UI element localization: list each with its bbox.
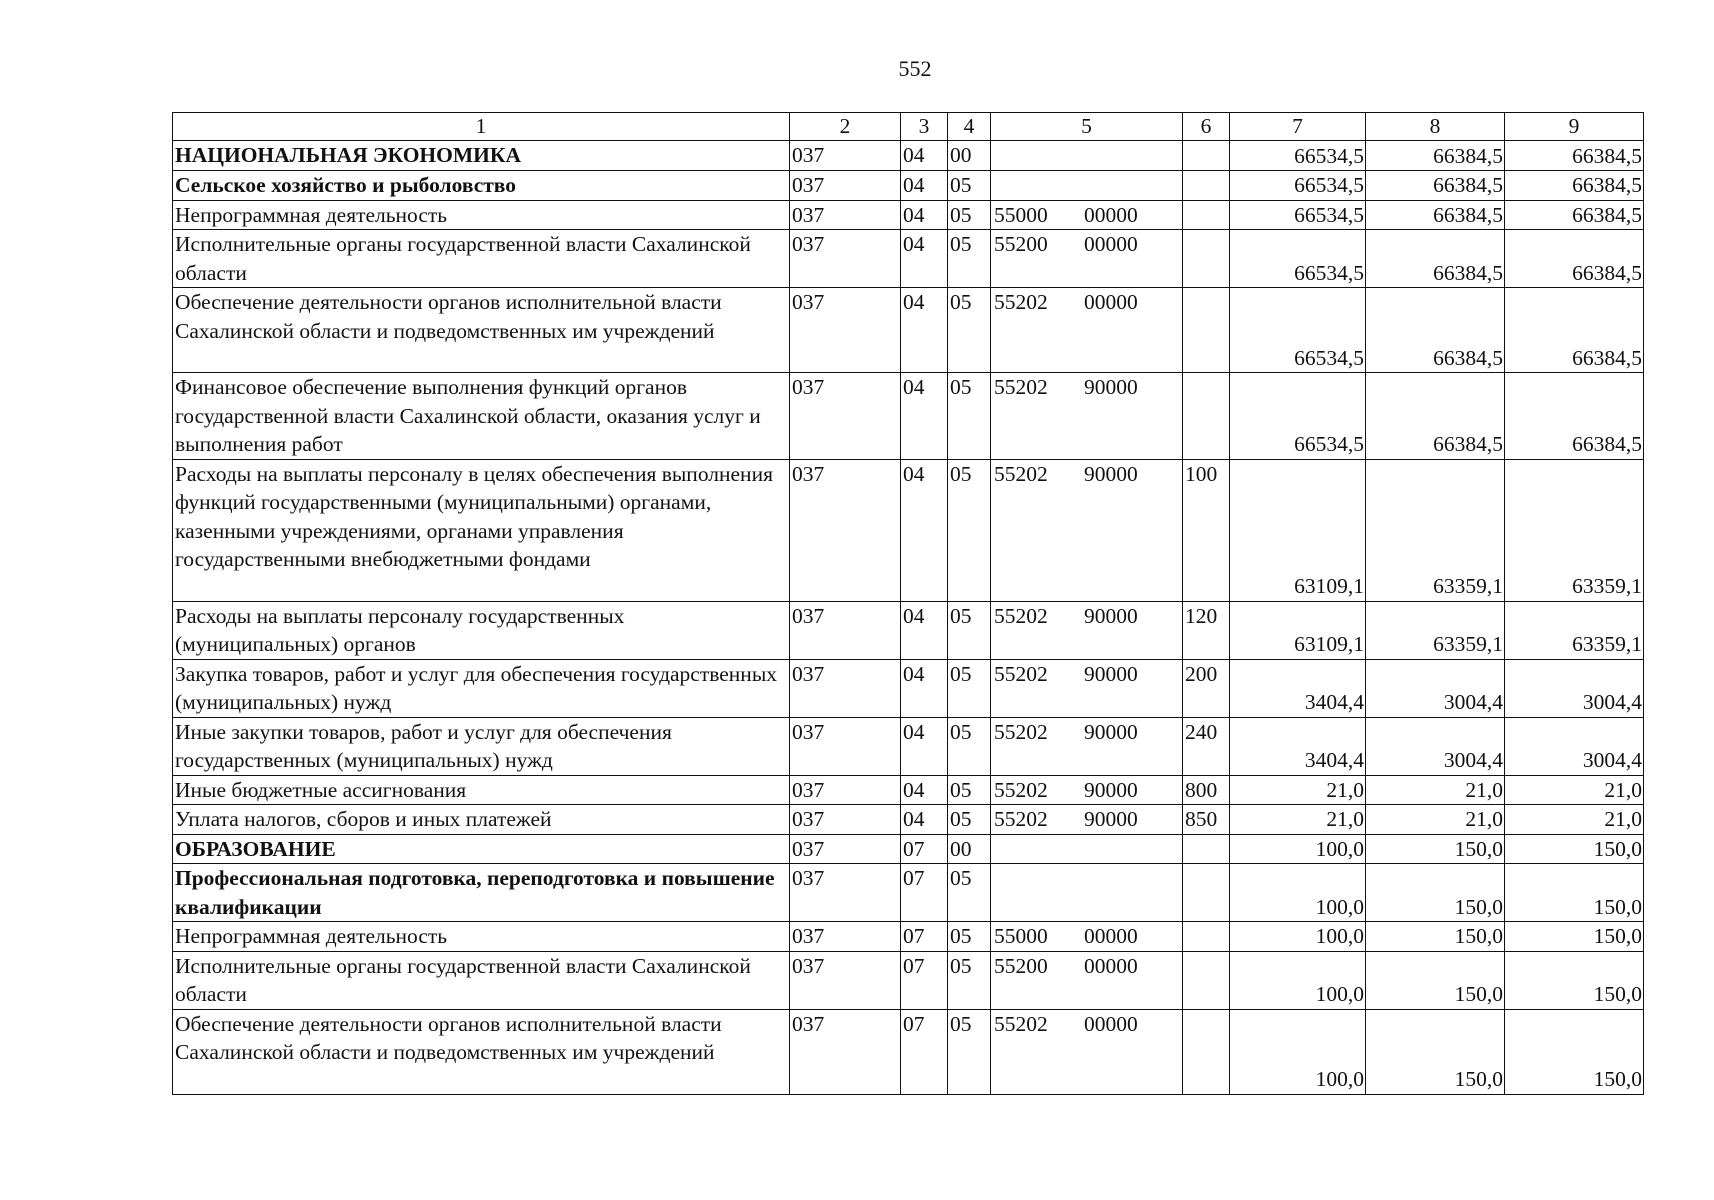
target-article-direction: 90000 bbox=[1084, 461, 1138, 486]
section-code-cell: 07 bbox=[901, 1009, 948, 1094]
target-article-cell bbox=[991, 834, 1183, 864]
amount-col9-cell: 66384,5 bbox=[1505, 141, 1644, 171]
section-code-cell: 07 bbox=[901, 864, 948, 922]
subsection-code-cell: 05 bbox=[948, 1009, 991, 1094]
row-name-cell: Обеспечение деятельности органов исполнительной власти Сахалинской области и подведомственных им учреждений bbox=[173, 288, 790, 373]
amount-col9-cell: 66384,5 bbox=[1505, 230, 1644, 288]
ministry-code-cell: 037 bbox=[790, 373, 901, 460]
target-article-program: 55000 bbox=[994, 924, 1048, 948]
amount-col9-cell: 3004,4 bbox=[1505, 659, 1644, 717]
subsection-code-cell: 05 bbox=[948, 230, 991, 288]
table-row bbox=[173, 864, 1644, 922]
section-code-cell: 04 bbox=[901, 171, 948, 201]
column-header: 4 bbox=[948, 113, 991, 141]
amount-col7-cell: 21,0 bbox=[1230, 775, 1366, 805]
ministry-code-cell: 037 bbox=[790, 922, 901, 952]
section-code-cell: 04 bbox=[901, 659, 948, 717]
row-name-cell: Расходы на выплаты персоналу государственных (муниципальных) органов bbox=[173, 601, 790, 659]
subsection-code-cell: 00 bbox=[948, 834, 991, 864]
target-article-direction: 00000 bbox=[1084, 953, 1138, 978]
subsection-code-cell: 05 bbox=[948, 659, 991, 717]
table-row bbox=[173, 922, 1644, 952]
target-article-direction: 90000 bbox=[1084, 777, 1138, 802]
ministry-code-cell: 037 bbox=[790, 717, 901, 775]
amount-col9-cell: 150,0 bbox=[1505, 1009, 1644, 1094]
target-article-program: 55202 bbox=[994, 719, 1048, 744]
row-name-cell: ОБРАЗОВАНИЕ bbox=[173, 834, 790, 864]
amount-col9-cell: 66384,5 bbox=[1505, 171, 1644, 201]
amount-col9-cell: 21,0 bbox=[1505, 805, 1644, 835]
target-article-cell bbox=[991, 171, 1183, 201]
target-article-direction: 90000 bbox=[1084, 807, 1138, 831]
expense-type-cell: 120 bbox=[1183, 601, 1230, 659]
amount-col7-cell: 100,0 bbox=[1230, 834, 1366, 864]
ministry-code-cell: 037 bbox=[790, 200, 901, 230]
target-article-direction: 00000 bbox=[1084, 1011, 1138, 1036]
expense-type-cell bbox=[1183, 834, 1230, 864]
amount-col7-cell: 63109,1 bbox=[1230, 459, 1366, 601]
expense-type-cell bbox=[1183, 1009, 1230, 1094]
target-article-direction: 00000 bbox=[1084, 232, 1138, 256]
expense-type-cell: 200 bbox=[1183, 659, 1230, 717]
table-row bbox=[173, 141, 1644, 171]
table-row bbox=[173, 717, 1644, 775]
column-header: 9 bbox=[1505, 113, 1644, 141]
target-article-cell bbox=[991, 288, 1183, 373]
target-article-cell bbox=[991, 864, 1183, 922]
amount-col8-cell: 66384,5 bbox=[1366, 288, 1505, 373]
subsection-code-cell: 00 bbox=[948, 141, 991, 171]
row-name-cell: Профессиональная подготовка, переподготовка и повышение квалификации bbox=[173, 864, 790, 922]
expense-type-cell: 240 bbox=[1183, 717, 1230, 775]
section-code-cell: 04 bbox=[901, 288, 948, 373]
target-article-cell bbox=[991, 805, 1183, 835]
table-row bbox=[173, 230, 1644, 288]
row-name-cell: Иные бюджетные ассигнования bbox=[173, 775, 790, 805]
subsection-code-cell: 05 bbox=[948, 459, 991, 601]
amount-col8-cell: 150,0 bbox=[1366, 864, 1505, 922]
target-article-direction: 90000 bbox=[1084, 375, 1138, 399]
amount-col9-cell: 3004,4 bbox=[1505, 717, 1644, 775]
row-name-cell: Иные закупки товаров, работ и услуг для обеспечения государственных (муниципальных) нужд bbox=[173, 717, 790, 775]
expense-type-cell bbox=[1183, 922, 1230, 952]
amount-col8-cell: 66384,5 bbox=[1366, 373, 1505, 460]
table-row bbox=[173, 373, 1644, 460]
section-code-cell: 04 bbox=[901, 717, 948, 775]
amount-col8-cell: 63359,1 bbox=[1366, 601, 1505, 659]
amount-col7-cell: 63109,1 bbox=[1230, 601, 1366, 659]
amount-col8-cell: 150,0 bbox=[1366, 951, 1505, 1009]
column-header: 1 bbox=[173, 113, 790, 141]
amount-col8-cell: 150,0 bbox=[1366, 922, 1505, 952]
subsection-code-cell: 05 bbox=[948, 717, 991, 775]
section-code-cell: 07 bbox=[901, 834, 948, 864]
column-header: 8 bbox=[1366, 113, 1505, 141]
amount-col7-cell: 100,0 bbox=[1230, 922, 1366, 952]
amount-col9-cell: 66384,5 bbox=[1505, 200, 1644, 230]
target-article-cell bbox=[991, 1009, 1183, 1094]
amount-col8-cell: 21,0 bbox=[1366, 775, 1505, 805]
expense-type-cell: 100 bbox=[1183, 459, 1230, 601]
column-header: 3 bbox=[901, 113, 948, 141]
amount-col8-cell: 66384,5 bbox=[1366, 171, 1505, 201]
table-row bbox=[173, 775, 1644, 805]
amount-col9-cell: 150,0 bbox=[1505, 864, 1644, 922]
amount-col9-cell: 21,0 bbox=[1505, 775, 1644, 805]
ministry-code-cell: 037 bbox=[790, 288, 901, 373]
target-article-cell bbox=[991, 601, 1183, 659]
target-article-direction: 90000 bbox=[1084, 661, 1138, 686]
amount-col7-cell: 100,0 bbox=[1230, 864, 1366, 922]
amount-col9-cell: 150,0 bbox=[1505, 922, 1644, 952]
amount-col8-cell: 21,0 bbox=[1366, 805, 1505, 835]
target-article-cell bbox=[991, 230, 1183, 288]
ministry-code-cell: 037 bbox=[790, 864, 901, 922]
target-article-cell bbox=[991, 659, 1183, 717]
subsection-code-cell: 05 bbox=[948, 171, 991, 201]
section-code-cell: 04 bbox=[901, 459, 948, 601]
table-row bbox=[173, 834, 1644, 864]
amount-col7-cell: 3404,4 bbox=[1230, 659, 1366, 717]
ministry-code-cell: 037 bbox=[790, 775, 901, 805]
ministry-code-cell: 037 bbox=[790, 141, 901, 171]
row-name-cell: Исполнительные органы государственной власти Сахалинской области bbox=[173, 951, 790, 1009]
target-article-program: 55200 bbox=[994, 232, 1048, 256]
amount-col7-cell: 66534,5 bbox=[1230, 141, 1366, 171]
table-row bbox=[173, 601, 1644, 659]
ministry-code-cell: 037 bbox=[790, 459, 901, 601]
target-article-direction: 00000 bbox=[1084, 290, 1138, 314]
amount-col8-cell: 150,0 bbox=[1366, 1009, 1505, 1094]
target-article-program: 55202 bbox=[994, 807, 1048, 831]
ministry-code-cell: 037 bbox=[790, 1009, 901, 1094]
expense-type-cell bbox=[1183, 230, 1230, 288]
row-name-cell: Обеспечение деятельности органов исполнительной власти Сахалинской области и подведомственных им учреждений bbox=[173, 1009, 790, 1094]
table-row bbox=[173, 459, 1644, 601]
ministry-code-cell: 037 bbox=[790, 230, 901, 288]
amount-col8-cell: 66384,5 bbox=[1366, 141, 1505, 171]
table-row bbox=[173, 805, 1644, 835]
row-name-cell: Финансовое обеспечение выполнения функций органов государственной власти Сахалинской области, оказания услуг и выполнения работ bbox=[173, 373, 790, 460]
row-name-cell: НАЦИОНАЛЬНАЯ ЭКОНОМИКА bbox=[173, 141, 790, 171]
table-row bbox=[173, 288, 1644, 373]
amount-col9-cell: 66384,5 bbox=[1505, 373, 1644, 460]
subsection-code-cell: 05 bbox=[948, 288, 991, 373]
expense-type-cell bbox=[1183, 141, 1230, 171]
ministry-code-cell: 037 bbox=[790, 659, 901, 717]
column-header: 5 bbox=[991, 113, 1183, 141]
target-article-direction: 90000 bbox=[1084, 719, 1138, 744]
table-row bbox=[173, 659, 1644, 717]
target-article-cell bbox=[991, 459, 1183, 601]
row-name-cell: Уплата налогов, сборов и иных платежей bbox=[173, 805, 790, 835]
column-header: 2 bbox=[790, 113, 901, 141]
amount-col8-cell: 66384,5 bbox=[1366, 200, 1505, 230]
subsection-code-cell: 05 bbox=[948, 775, 991, 805]
expense-type-cell: 850 bbox=[1183, 805, 1230, 835]
header-row bbox=[173, 113, 1644, 141]
amount-col7-cell: 100,0 bbox=[1230, 951, 1366, 1009]
row-name-cell: Исполнительные органы государственной власти Сахалинской области bbox=[173, 230, 790, 288]
amount-col7-cell: 3404,4 bbox=[1230, 717, 1366, 775]
target-article-program: 55202 bbox=[994, 290, 1048, 314]
target-article-program: 55202 bbox=[994, 661, 1048, 686]
target-article-cell bbox=[991, 775, 1183, 805]
ministry-code-cell: 037 bbox=[790, 805, 901, 835]
expense-type-cell bbox=[1183, 171, 1230, 201]
amount-col9-cell: 66384,5 bbox=[1505, 288, 1644, 373]
target-article-direction: 00000 bbox=[1084, 924, 1138, 948]
amount-col9-cell: 63359,1 bbox=[1505, 601, 1644, 659]
amount-col7-cell: 66534,5 bbox=[1230, 200, 1366, 230]
ministry-code-cell: 037 bbox=[790, 601, 901, 659]
amount-col8-cell: 66384,5 bbox=[1366, 230, 1505, 288]
table-row bbox=[173, 951, 1644, 1009]
expense-type-cell: 800 bbox=[1183, 775, 1230, 805]
subsection-code-cell: 05 bbox=[948, 601, 991, 659]
amount-col7-cell: 66534,5 bbox=[1230, 373, 1366, 460]
section-code-cell: 04 bbox=[901, 200, 948, 230]
target-article-program: 55202 bbox=[994, 777, 1048, 802]
expense-type-cell bbox=[1183, 373, 1230, 460]
subsection-code-cell: 05 bbox=[948, 864, 991, 922]
target-article-cell bbox=[991, 373, 1183, 460]
ministry-code-cell: 037 bbox=[790, 171, 901, 201]
target-article-program: 55202 bbox=[994, 375, 1048, 399]
amount-col9-cell: 150,0 bbox=[1505, 951, 1644, 1009]
section-code-cell: 04 bbox=[901, 775, 948, 805]
section-code-cell: 07 bbox=[901, 951, 948, 1009]
target-article-program: 55202 bbox=[994, 461, 1048, 486]
amount-col8-cell: 3004,4 bbox=[1366, 717, 1505, 775]
amount-col7-cell: 21,0 bbox=[1230, 805, 1366, 835]
table-row bbox=[173, 171, 1644, 201]
amount-col9-cell: 150,0 bbox=[1505, 834, 1644, 864]
target-article-cell bbox=[991, 922, 1183, 952]
amount-col8-cell: 63359,1 bbox=[1366, 459, 1505, 601]
target-article-cell bbox=[991, 951, 1183, 1009]
page-number: 552 bbox=[898, 56, 932, 81]
section-code-cell: 04 bbox=[901, 805, 948, 835]
budget-table bbox=[172, 112, 1644, 1095]
subsection-code-cell: 05 bbox=[948, 373, 991, 460]
section-code-cell: 04 bbox=[901, 601, 948, 659]
table-body bbox=[173, 141, 1644, 1095]
amount-col8-cell: 150,0 bbox=[1366, 834, 1505, 864]
table-row bbox=[173, 200, 1644, 230]
target-article-cell bbox=[991, 141, 1183, 171]
subsection-code-cell: 05 bbox=[948, 922, 991, 952]
subsection-code-cell: 05 bbox=[948, 200, 991, 230]
subsection-code-cell: 05 bbox=[948, 951, 991, 1009]
row-name-cell: Сельское хозяйство и рыболовство bbox=[173, 171, 790, 201]
column-header: 7 bbox=[1230, 113, 1366, 141]
target-article-direction: 00000 bbox=[1084, 202, 1138, 227]
amount-col9-cell: 63359,1 bbox=[1505, 459, 1644, 601]
row-name-cell: Непрограммная деятельность bbox=[173, 200, 790, 230]
expense-type-cell bbox=[1183, 951, 1230, 1009]
amount-col7-cell: 100,0 bbox=[1230, 1009, 1366, 1094]
expense-type-cell bbox=[1183, 864, 1230, 922]
column-header: 6 bbox=[1183, 113, 1230, 141]
amount-col7-cell: 66534,5 bbox=[1230, 171, 1366, 201]
table-row bbox=[173, 1009, 1644, 1094]
target-article-program: 55200 bbox=[994, 953, 1048, 978]
expense-type-cell bbox=[1183, 200, 1230, 230]
amount-col7-cell: 66534,5 bbox=[1230, 230, 1366, 288]
ministry-code-cell: 037 bbox=[790, 951, 901, 1009]
section-code-cell: 04 bbox=[901, 141, 948, 171]
amount-col8-cell: 3004,4 bbox=[1366, 659, 1505, 717]
section-code-cell: 07 bbox=[901, 922, 948, 952]
expense-type-cell bbox=[1183, 288, 1230, 373]
target-article-program: 55202 bbox=[994, 603, 1048, 628]
target-article-direction: 90000 bbox=[1084, 603, 1138, 628]
ministry-code-cell: 037 bbox=[790, 834, 901, 864]
subsection-code-cell: 05 bbox=[948, 805, 991, 835]
target-article-program: 55000 bbox=[994, 202, 1048, 227]
target-article-cell bbox=[991, 200, 1183, 230]
row-name-cell: Закупка товаров, работ и услуг для обеспечения государственных (муниципальных) нужд bbox=[173, 659, 790, 717]
amount-col7-cell: 66534,5 bbox=[1230, 288, 1366, 373]
target-article-cell bbox=[991, 717, 1183, 775]
row-name-cell: Непрограммная деятельность bbox=[173, 922, 790, 952]
section-code-cell: 04 bbox=[901, 373, 948, 460]
row-name-cell: Расходы на выплаты персоналу в целях обеспечения выполнения функций государственными (муниципальными) органами, казенными учреждениями, органами управления государственными внебюджетными фондами bbox=[173, 459, 790, 601]
target-article-program: 55202 bbox=[994, 1011, 1048, 1036]
section-code-cell: 04 bbox=[901, 230, 948, 288]
